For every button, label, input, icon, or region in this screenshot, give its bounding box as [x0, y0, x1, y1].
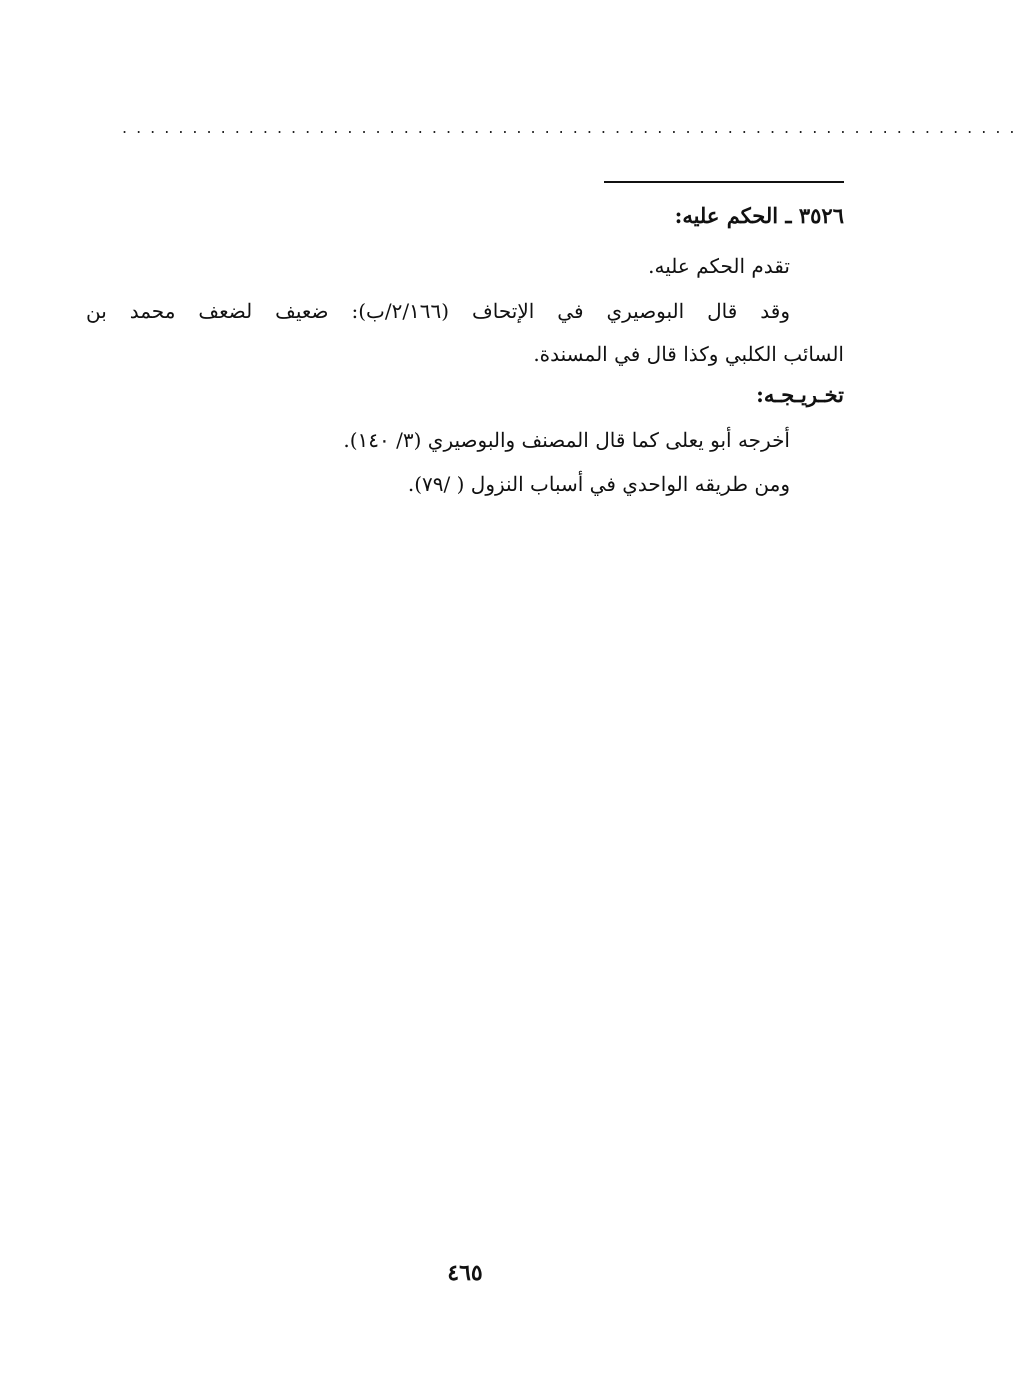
hukm-line-2: وقد قال البوصيري في الإتحاف (٢/١٦٦/ب): ضعيف لضعف محمد بن — [86, 299, 791, 323]
heading-dash: ـ — [785, 203, 792, 228]
hukm-line-1: تقدم الحكم عليه. — [648, 254, 790, 278]
hukm-title: الحكم عليه: — [674, 203, 779, 228]
takhrij-heading: تخـريـجـه: — [756, 382, 844, 407]
footnote-rule — [604, 181, 844, 183]
page-number: ٤٦٥ — [447, 1260, 483, 1286]
hukm-line-3: السائب الكلبي وكذا قال في المسندة. — [533, 342, 844, 366]
takhrij-line-2: ومن طريقه الواحدي في أسباب النزول ( /٧٩). — [407, 472, 790, 496]
dotted-separator: ................................................................ — [122, 118, 1024, 137]
hukm-heading — [675, 201, 844, 231]
hadith-number: ٣٥٢٦ — [798, 203, 844, 228]
takhrij-line-1: أخرجه أبو يعلى كما قال المصنف والبوصيري (٣/ ١٤٠). — [343, 428, 790, 452]
